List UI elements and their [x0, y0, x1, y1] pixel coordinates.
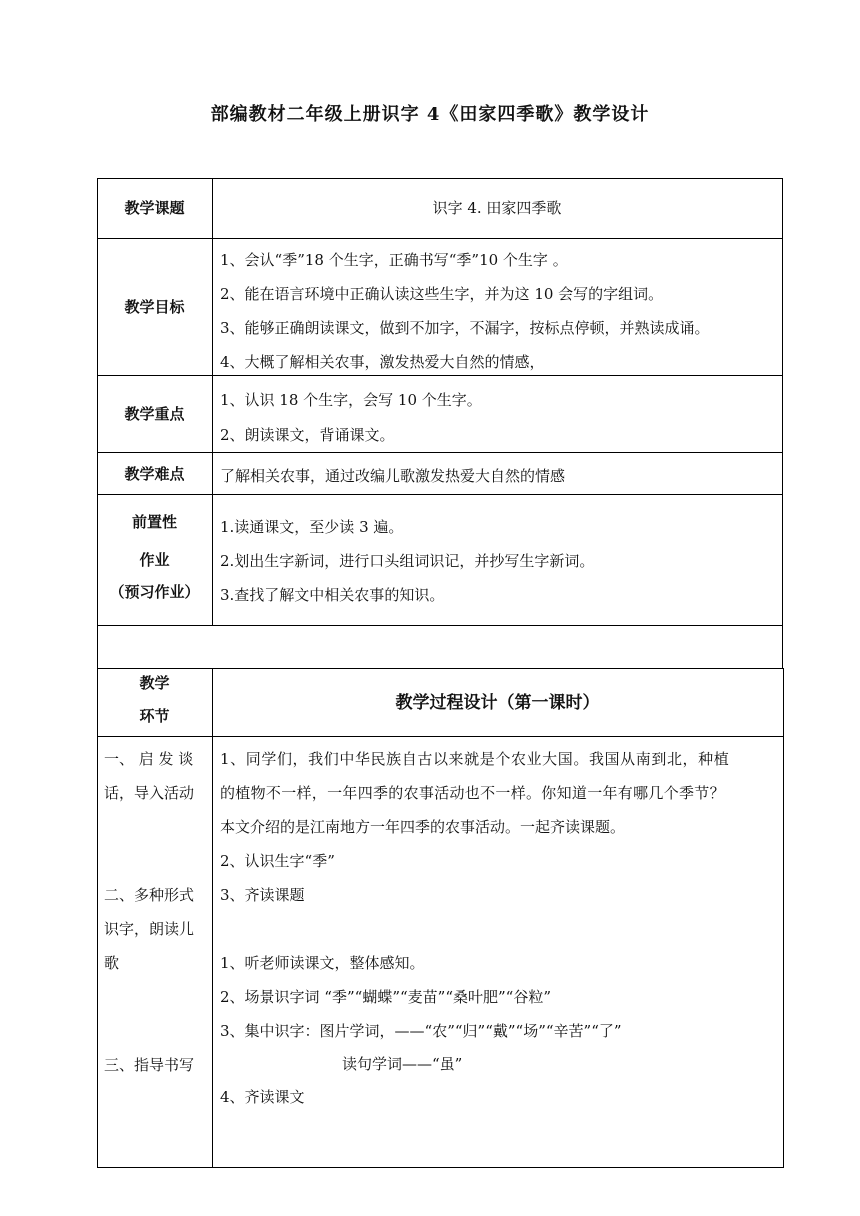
topic-value: 识字 4. 田家四季歌	[432, 199, 562, 217]
table-border	[212, 178, 213, 625]
stage-label: 一、 启 发 谈	[104, 750, 194, 768]
goal-item: 3、能够正确朗读课文，做到不加字，不漏字，按标点停顿，并熟读成诵。	[220, 319, 710, 337]
table-border	[97, 1167, 784, 1168]
process-line: 读句学词——“虽”	[342, 1055, 463, 1073]
preview-item: 1.读通课文，至少读 3 遍。	[220, 518, 404, 536]
preview-label-line: 前置性	[131, 513, 177, 531]
process-header-title: 教学过程设计（第一课时）	[395, 693, 600, 713]
preview-label-line: 作业	[139, 551, 170, 569]
table-border	[97, 736, 784, 737]
preview-label-line: （预习作业）	[109, 583, 200, 601]
stage-label: 识字，朗读儿	[104, 920, 195, 938]
topic-label: 教学课题	[124, 199, 185, 217]
table-border	[97, 494, 783, 495]
table-border	[97, 178, 783, 179]
difficulty-value: 了解相关农事，通过改编儿歌激发热爱大自然的情感	[220, 467, 566, 485]
table-border	[782, 178, 783, 668]
table-border	[212, 668, 213, 1168]
goal-item: 2、能在语言环境中正确认读这些生字，并为这 10 会写的字组词。	[220, 285, 664, 303]
process-line: 3、齐读课题	[220, 886, 305, 904]
stage-label: 话，导入活动	[104, 784, 195, 802]
stage-label: 三、指导书写	[104, 1056, 195, 1074]
preview-item: 2.划出生字新词，进行口头组词识记，并抄写生字新词。	[220, 552, 595, 570]
key-point-item: 1、认识 18 个生字，会写 10 个生字。	[220, 391, 482, 409]
process-line: 2、认识生字“季”	[220, 852, 335, 870]
preview-item: 3.查找了解文中相关农事的知识。	[220, 586, 445, 604]
table-border	[97, 668, 98, 1168]
table-border	[97, 452, 783, 453]
process-line: 2、场景识字词 “季”“蝴蝶”“麦苗”“桑叶肥”“谷粒”	[220, 988, 551, 1006]
process-line: 的植物不一样，一年四季的农事活动也不一样。你知道一年有哪几个季节？	[220, 784, 725, 802]
process-header-label: 环节	[139, 707, 170, 725]
stage-label: 二、多种形式	[104, 886, 195, 904]
table-border	[97, 238, 783, 239]
process-line: 4、齐读课文	[220, 1088, 305, 1106]
table-border	[97, 668, 784, 669]
process-line: 1、听老师读课文，整体感知。	[220, 954, 425, 972]
table-border	[97, 625, 783, 626]
document-title: 部编教材二年级上册识字 4《田家四季歌》教学设计	[210, 104, 650, 125]
difficulty-label: 教学难点	[124, 465, 185, 483]
process-header-label: 教学	[139, 674, 170, 692]
process-line: 3、集中识字：图片学词，——“农”“归”“戴”“场”“辛苦”“了”	[220, 1022, 622, 1040]
goal-item: 1、会认“季”18 个生字，正确书写“季”10 个生字 。	[220, 251, 568, 269]
stage-label: 歌	[104, 954, 120, 972]
goal-item: 4、大概了解相关农事，激发热爱大自然的情感，	[220, 353, 545, 371]
process-line: 本文介绍的是江南地方一年四季的农事活动。一起齐读课题。	[220, 818, 626, 836]
process-line: 1、同学们，我们中华民族自古以来就是个农业大国。我国从南到北，种植	[220, 750, 730, 768]
table-border	[783, 668, 784, 1168]
goals-label: 教学目标	[124, 298, 185, 316]
table-border	[97, 375, 783, 376]
key-point-item: 2、朗读课文，背诵课文。	[220, 426, 395, 444]
key-points-label: 教学重点	[124, 405, 185, 423]
